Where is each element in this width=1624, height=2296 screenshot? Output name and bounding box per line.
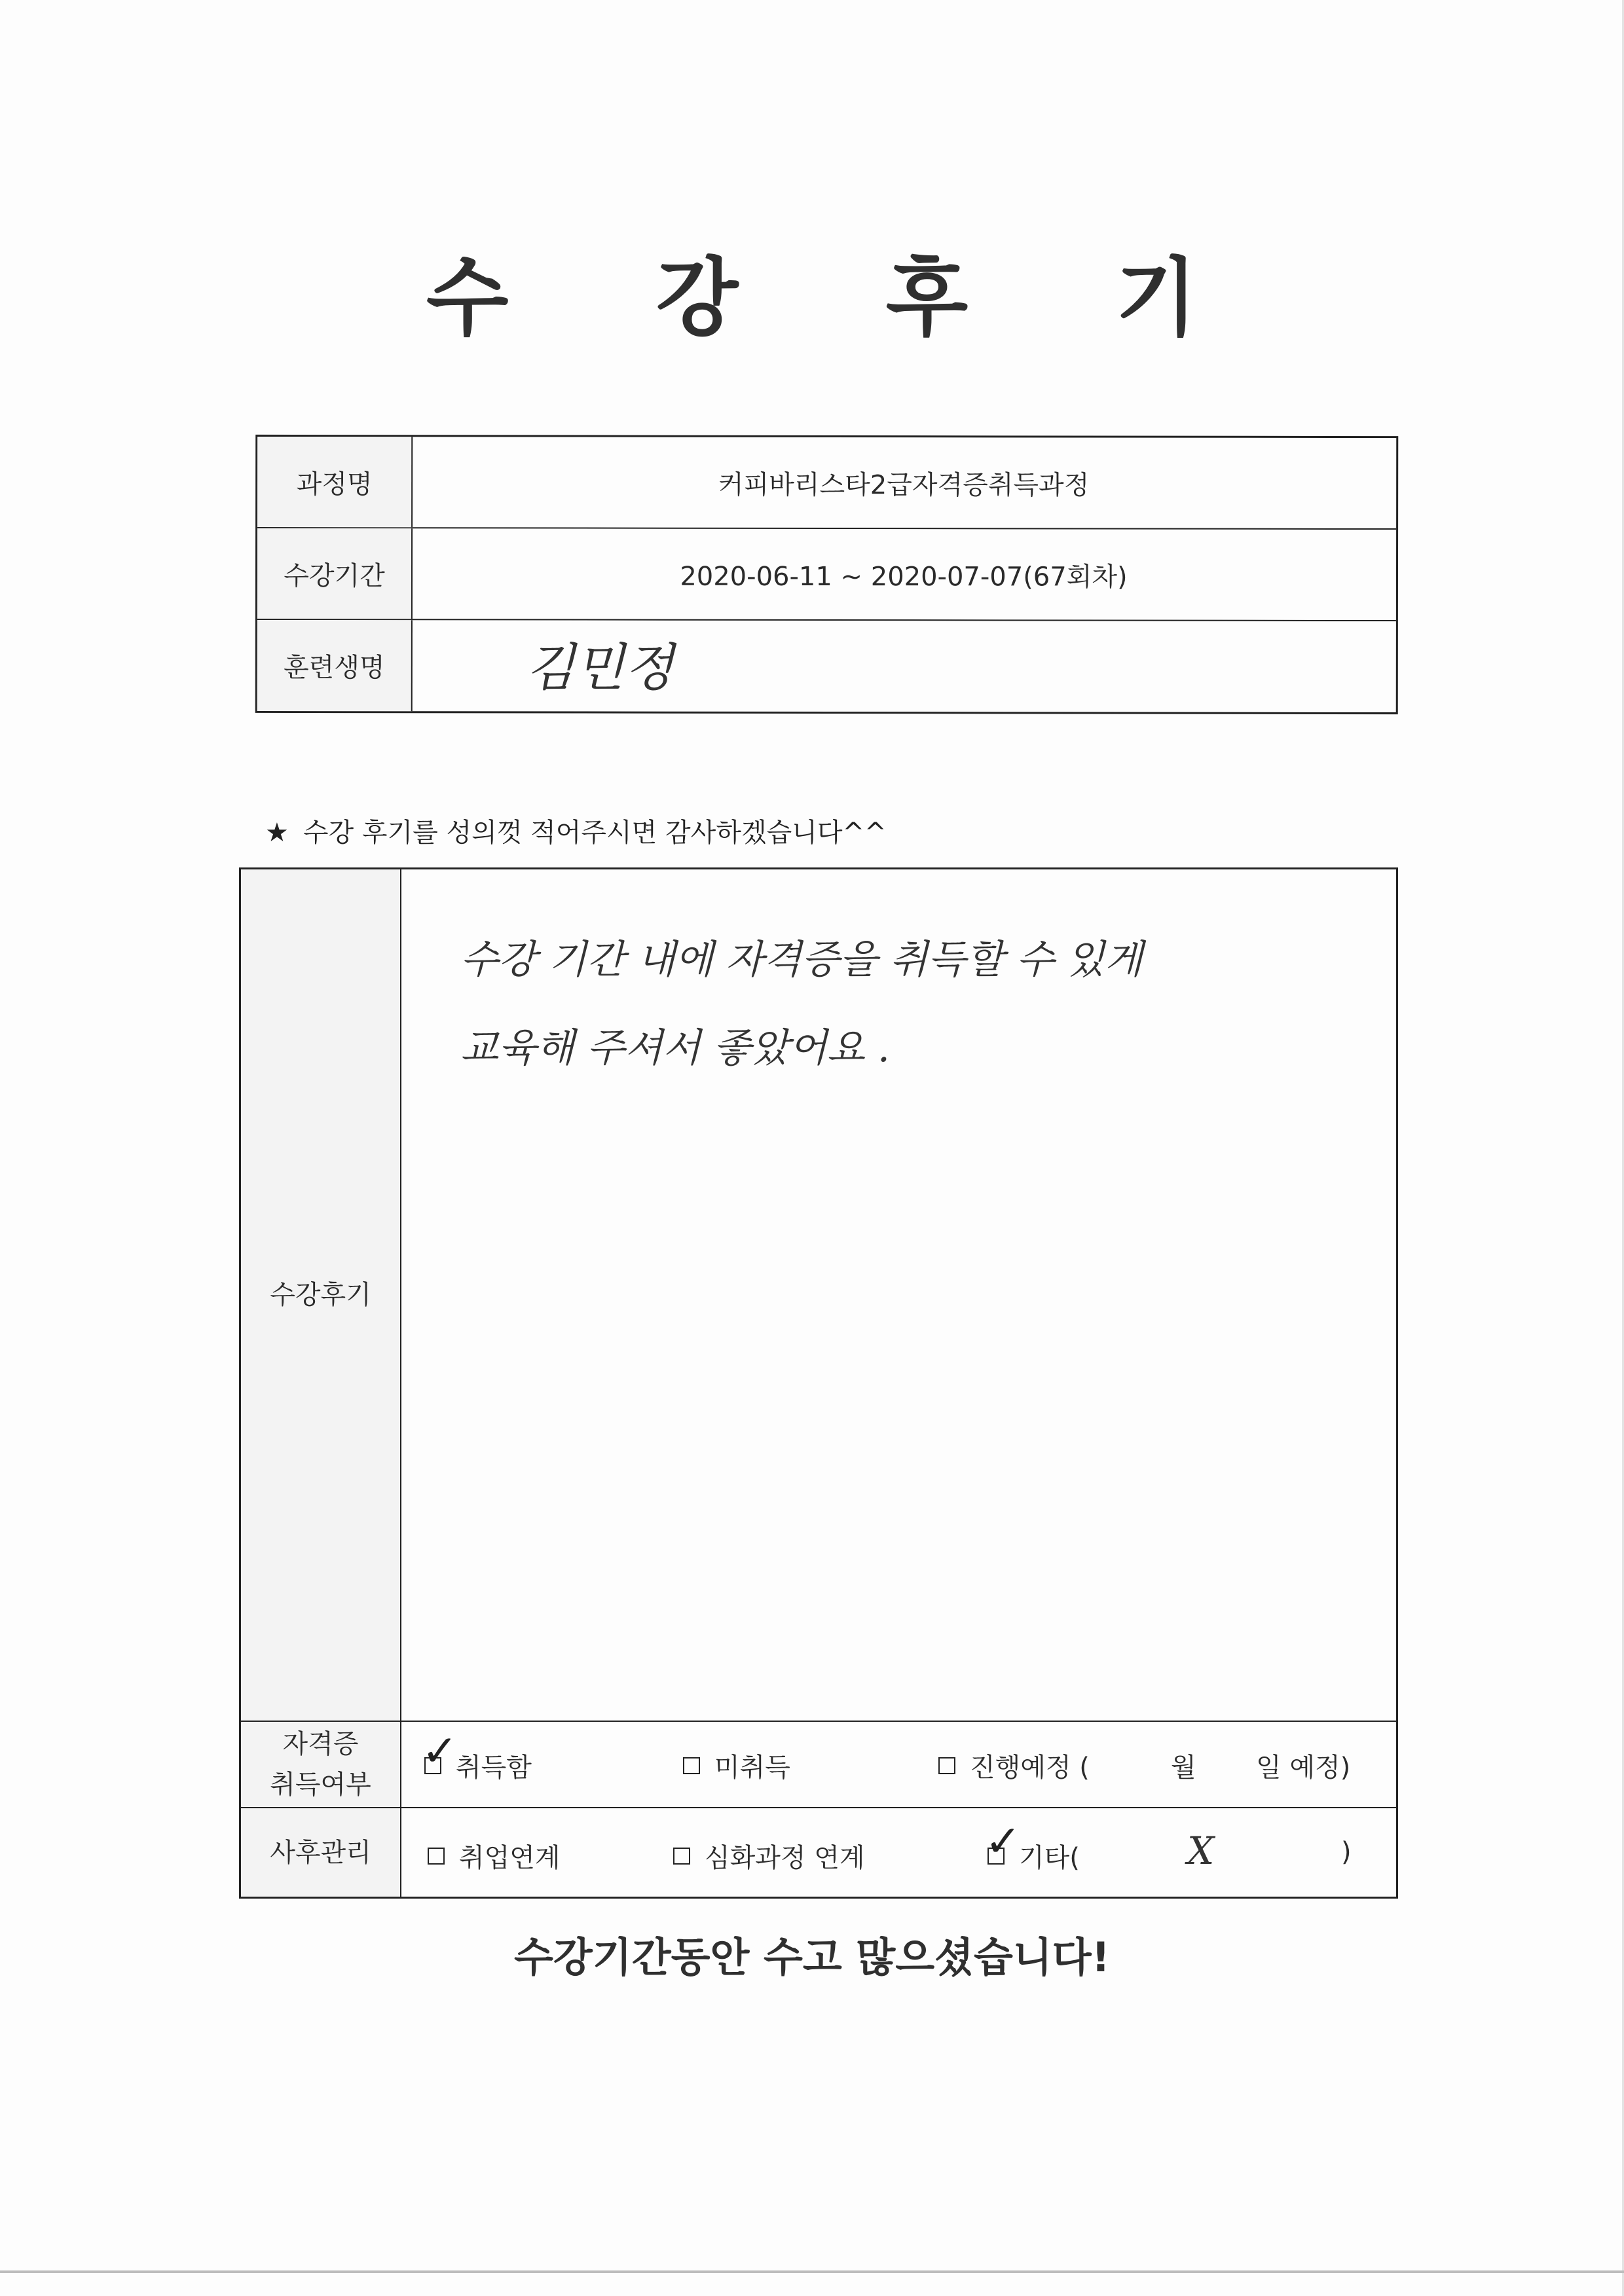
notice-text: [265, 812, 887, 849]
star-icon: ★: [265, 818, 289, 848]
course-info-table: [255, 435, 1399, 714]
obtained-checkbox[interactable]: [422, 1725, 458, 1776]
certificate-label-line-2: 취득여부: [270, 1770, 371, 1800]
period-value: 2020-06-11 ~ 2020-07-07(67회차): [680, 561, 1128, 592]
review-table: [239, 867, 1398, 1899]
review-handwritten-line-1: 수강 기간 내에 자격증을 취득할 수 있게: [460, 937, 1143, 983]
option-job-link-label: 취업연계: [459, 1843, 561, 1873]
checkmark-icon: ✓: [985, 1815, 1022, 1867]
option-not-obtained-label: 미취득: [714, 1753, 790, 1783]
option-obtained[interactable]: [422, 1725, 532, 1784]
option-not-obtained[interactable]: [683, 1747, 790, 1784]
option-other-label: 기타(: [1019, 1843, 1080, 1873]
other-value-handwritten: X: [1187, 1829, 1215, 1873]
other-checkbox[interactable]: [985, 1815, 1022, 1867]
option-advanced-course[interactable]: [673, 1837, 865, 1874]
scan-bottom-line: [0, 2270, 1624, 2273]
trainee-label: 훈련생명: [257, 620, 413, 711]
close-paren: ): [1341, 1837, 1352, 1867]
checkmark-icon: ✓: [422, 1725, 458, 1776]
page-title: 수 강 후 기: [426, 248, 1257, 348]
trainee-row: [257, 620, 1396, 712]
option-in-progress[interactable]: [938, 1747, 1090, 1784]
review-handwritten-line-2: 교육해 주셔서 좋았어요 .: [460, 1025, 890, 1071]
option-in-progress-label: 진행예정 (: [970, 1753, 1090, 1783]
course-row: [257, 437, 1396, 530]
trainee-value-cell[interactable]: [411, 620, 1396, 712]
option-advanced-course-label: 심화과정 연계: [705, 1843, 865, 1873]
option-other[interactable]: [985, 1815, 1080, 1874]
certificate-label-line-1: 자격증: [282, 1729, 359, 1759]
job-link-checkbox[interactable]: [428, 1848, 445, 1865]
review-label: 수강후기: [241, 869, 401, 1721]
aftercare-label: 사후관리: [241, 1808, 401, 1897]
day-label: 일 예정): [1256, 1753, 1351, 1783]
row-divider: [241, 1721, 1396, 1722]
period-row: [257, 528, 1396, 621]
not-obtained-checkbox[interactable]: [683, 1757, 700, 1774]
month-label: 월: [1171, 1753, 1196, 1783]
review-content-area[interactable]: [401, 869, 1396, 1721]
certificate-label: [241, 1722, 401, 1807]
row-divider: [241, 1807, 1396, 1808]
notice-message: 수강 후기를 성의껏 적어주시면 감사하겠습니다^^: [303, 818, 887, 848]
option-obtained-label: 취득함: [456, 1753, 532, 1783]
in-progress-checkbox[interactable]: [938, 1757, 955, 1774]
trainee-name-handwritten: 김민정: [525, 638, 674, 698]
period-label: 수강기간: [257, 528, 413, 619]
option-job-link[interactable]: [428, 1837, 561, 1874]
advanced-course-checkbox[interactable]: [673, 1848, 690, 1865]
closing-message: 수강기간동안 수고 많으셨습니다!: [514, 1933, 1110, 1981]
course-label: 과정명: [257, 437, 413, 527]
course-value: 커피바리스타2급자격증취득과정: [718, 469, 1090, 500]
